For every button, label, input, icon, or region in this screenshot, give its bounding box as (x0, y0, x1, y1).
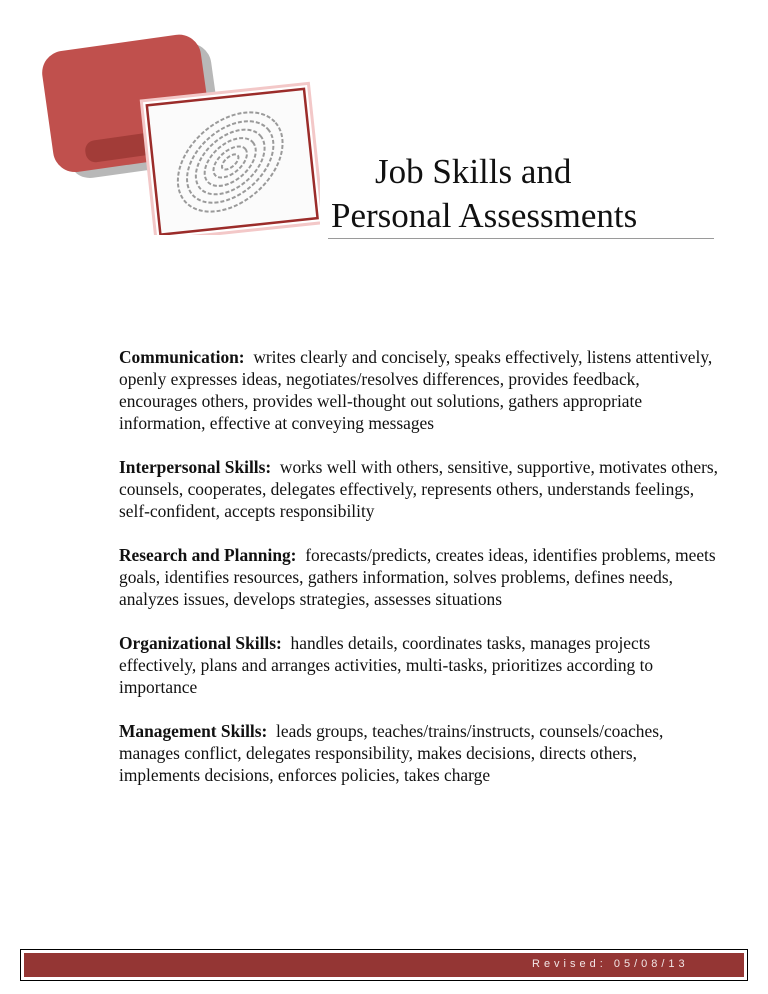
section-heading: Management Skills: (119, 721, 268, 741)
section-text: leads groups, teaches/trains/instructs, counsels/coaches, manages conflict, delegates responsibility, makes decisions, directs others, implements decisions, enforces policies, takes charge (119, 721, 664, 785)
section-text: works well with others, sensitive, supportive, motivates others, counsels, cooperates, delegates effectively, represents others, understands feelings, self-confident, accepts responsibility (119, 457, 718, 521)
footer (20, 949, 748, 981)
section-communication (119, 346, 719, 434)
page-title-line1: Job Skills and (375, 152, 572, 191)
revised-date: Revised: 05/08/13 (532, 958, 689, 970)
section-text: handles details, coordinates tasks, manages projects effectively, plans and arranges activities, multi-tasks, prioritizes according to importance (119, 633, 654, 697)
section-heading: Communication: (119, 347, 245, 367)
section-research (119, 544, 719, 610)
footer-bar (24, 953, 744, 977)
section-text: forecasts/predicts, creates ideas, identifies problems, meets goals, identifies resources, gathers information, solves problems, defines needs, analyzes issues, develops strategies, assesses situations (119, 545, 716, 609)
page-title-line2: Personal Assessments (331, 196, 638, 235)
section-heading: Research and Planning: (119, 545, 297, 565)
skills-list (119, 346, 719, 808)
section-heading: Interpersonal Skills: (119, 457, 272, 477)
fingerprint-logo-icon (40, 20, 320, 235)
section-management (119, 720, 719, 786)
section-interpersonal (119, 456, 719, 522)
section-text: writes clearly and concisely, speaks effectively, listens attentively, openly expresses ideas, negotiates/resolves differences, provides feedback, encourages others, provides well-thought out solutions, gathers appropriate information, effective at conveying messages (119, 347, 713, 433)
section-heading: Organizational Skills: (119, 633, 282, 653)
title-divider (328, 238, 714, 239)
section-organizational (119, 632, 719, 698)
